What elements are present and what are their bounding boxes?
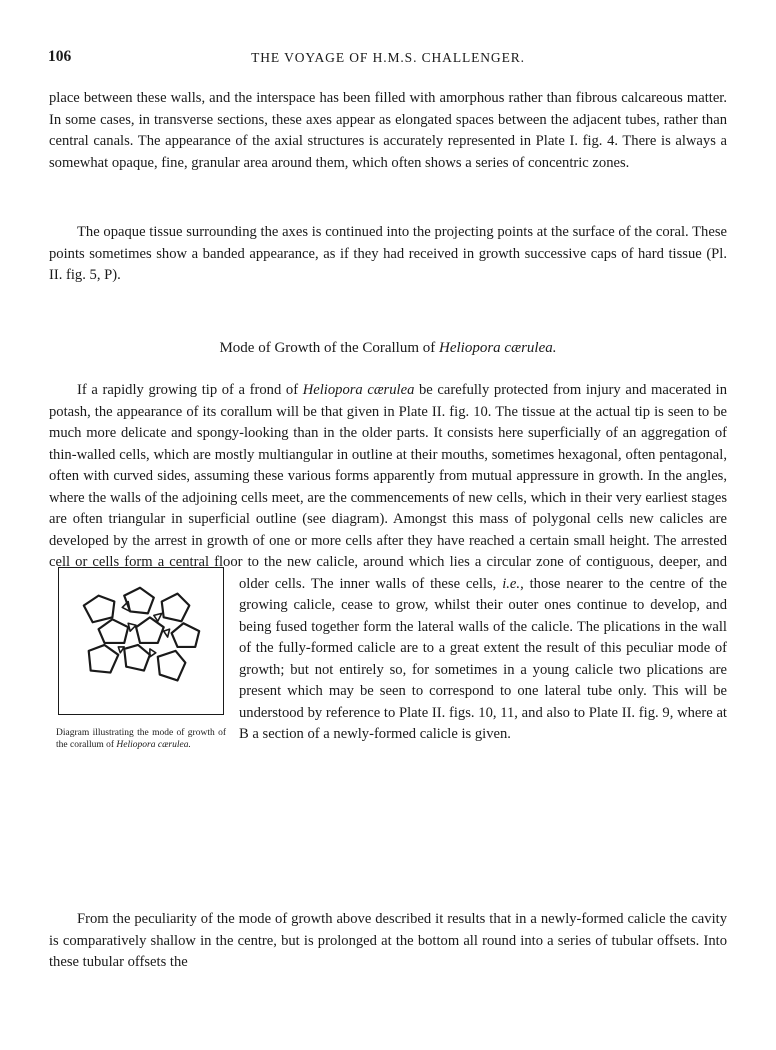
cell-polygon: [172, 623, 200, 647]
cell-polygon: [84, 596, 115, 623]
triangle-cell: [164, 629, 170, 637]
cell-polygon: [124, 645, 150, 671]
section-heading-prefix: Mode of Growth of the Corallum of: [219, 340, 440, 356]
page-number: 106: [48, 48, 72, 65]
triangle-cell: [128, 623, 136, 631]
cell-polygon: [99, 619, 129, 643]
p3-text-2: be carefully protected from injury and macerated in potash, the appearance of its corallum will be that given in Plate II. fig. 10. The tissue at the actual tip is seen to be much more delicate and spongy-looking than in the older parts. It consists here superficially of an aggregation of thin-walled cells, which are mostly multiangular in outline at their mouths, sometimes hexagonal, often pentagonal, often with curved sides, assuming these various forms apparently from mutual appressure in growth. In the angles, where the walls of the adjoining cells meet, are the commencements of new cells, which in their very earliest stages are often triangular in superficial outline (see diagram). Amongst this mass of polygonal cells new calicles are developed by the arrest in growth of one or more cells after they have reached a certain small height. The arrested cell or cells form a central floor to the new calicle, around which lies a circular zone of contiguous, deeper, and older cells. The inner walls of these cells,: [49, 382, 727, 592]
paragraph-peculiarity: From the peculiarity of the mode of growth above described it results that in a newly-formed calicle the cavity is comparatively shallow in the centre, but is prolonged at the bottom all round into a series of tubular offsets. Into these tubular offsets the: [49, 911, 727, 970]
p3-ie: i.e.: [502, 575, 521, 592]
paragraph-opaque-tissue: The opaque tissue surrounding the axes is continued into the projecting points at the surface of the coral. These points sometimes show a banded appearance, as if they had received in growth successive caps of hard tissue (Pl. II. fig. 5, P).: [49, 224, 727, 283]
paragraph-axial-structures: place between these walls, and the interspace has been filled with amorphous rather than fibrous calcareous matter. In some cases, in transverse sections, these axes appear as elongated spaces between the adjacent tubes, rather than central canals. The appearance of the axial structures is accurately represented in Plate I. fig. 4. There is always a somewhat opaque, fine, granular area around them, which often shows a series of concentric zones.: [49, 90, 727, 171]
running-title: THE VOYAGE OF H.M.S. CHALLENGER.: [251, 50, 525, 65]
polygonal-cells-illustration: [59, 568, 223, 714]
cell-polygon: [158, 651, 186, 681]
cell-polygon: [136, 617, 164, 643]
cell-polygon: [124, 588, 154, 614]
triangle-cell: [150, 649, 156, 657]
p3-text-1: If a rapidly growing tip of a frond of: [77, 382, 303, 398]
section-heading: [49, 340, 727, 357]
figure-caption: [56, 728, 226, 751]
p3-species: Heliopora cærulea: [302, 382, 415, 398]
section-heading-species: Heliopora cærulea.: [439, 340, 557, 356]
growth-diagram: [58, 567, 224, 715]
caption-species: Heliopora cærulea.: [116, 739, 191, 750]
p3-text-3: , those nearer to the centre of the growing calicle, cease to grow, whilst their outer ones continue to develop, and being fused together form the lateral walls of the calicle. The plications in the wall of the fully-formed calicle are to a great extent the result of this peculiar mode of growth; but not entirely so, for sometimes in a young calicle two plications are present which may be seen to correspond to one lateral tube only. This will be understood by reference to Plate II. figs. 10, 11, and also to Plate II. fig. 9, where at B a section of a newly-formed calicle is given.: [239, 575, 727, 742]
page-header: [48, 48, 728, 70]
cell-polygon: [89, 645, 119, 673]
caption-text: Diagram illustrating the mode of growth of the corallum of: [56, 728, 226, 750]
cell-polygon: [162, 594, 190, 622]
